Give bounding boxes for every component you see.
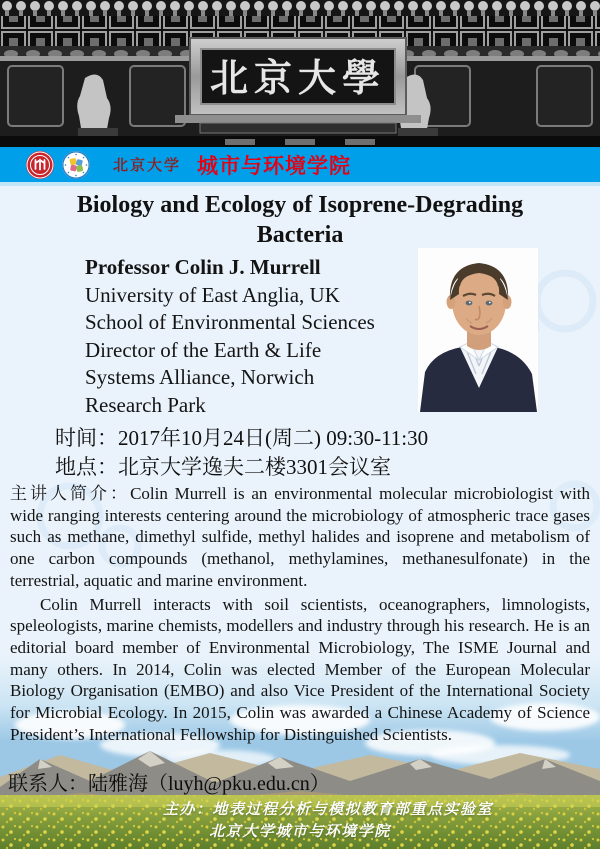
speaker-affiliation-line: Director of the Earth & Life [85, 337, 322, 362]
venue-value: 北京大学逸夫二楼3301会议室 [118, 455, 391, 479]
contact-line [8, 772, 592, 796]
poster-title-line1: Biology and Ecology of Isoprene-Degrading [76, 192, 524, 218]
college-name: 城市与环境学院 [197, 154, 352, 178]
host-college-line: 北京大学城市与环境学院 [209, 824, 391, 840]
college-banner [0, 147, 600, 186]
speaker-affiliation-line: Systems Alliance, Norwich [85, 365, 315, 389]
pku-seal-icon [25, 150, 55, 180]
university-name: 北京大学 [113, 157, 182, 174]
bio-paragraph-1 [10, 483, 590, 592]
venue-row [55, 453, 575, 482]
contact-email: （luyh@pku.edu.cn） [148, 773, 330, 795]
speaker-affiliation-line: Research Park [85, 392, 206, 417]
gate-plaque-text: 北京大學 [209, 58, 387, 100]
gate-plaque [190, 38, 406, 115]
speaker-affiliation-line: School of Environmental Sciences [85, 310, 375, 334]
poster-title-line2: Bacteria [256, 222, 344, 248]
time-label: 时间： [55, 426, 118, 450]
poster-title [0, 190, 600, 250]
speaker-info [85, 254, 415, 419]
speaker-portrait-photo [418, 248, 538, 412]
time-row [55, 424, 575, 453]
venue-label: 地点： [55, 455, 118, 479]
speaker-name: Professor Colin J. Murrell [85, 255, 321, 279]
bio-paragraph-1-text: Colin Murrell is an environmental molecular microbiologist with wide ranging interests centering around the microbiology of atmospheric trace gases such as methane, dimethyl sulfide, methyl halides and isoprene and metabolism of one carbon compounds (methanol, methylamines, methanesulfonate) in the terrestrial, aquatic and marine environment. [10, 484, 591, 590]
speaker-bio [10, 483, 590, 745]
bio-intro-label: 主讲人简介： [10, 484, 131, 503]
pku-gate-photo [0, 0, 600, 147]
schedule-block [55, 424, 575, 482]
speaker-affiliation-line: University of East Anglia, UK [85, 282, 340, 307]
contact-name: 陆雅海 [88, 773, 148, 795]
bio-paragraph-2: Colin Murrell interacts with soil scientists, oceanographers, limnologists, speleologists, marine chemists, modellers and industry through his research. He is an editorial board member of Environmental Microbiology, The ISME Journal and many others. In 2014, Colin was elected Member of the European Molecular Biology Organisation (EMBO) and also Vice President of the International Society for Microbial Ecology. In 2015, Colin was awarded a Chinese Academy of Science President’s International Fellowship for Distinguished Scientists. [10, 594, 590, 744]
host-lab-line: 主办：地表过程分析与模拟教育部重点实验室 [162, 802, 493, 818]
time-value: 2017年10月24日(周二) 09:30-11:30 [118, 426, 429, 450]
contact-label: 联系人： [8, 773, 88, 795]
college-logo-icon [61, 150, 91, 180]
